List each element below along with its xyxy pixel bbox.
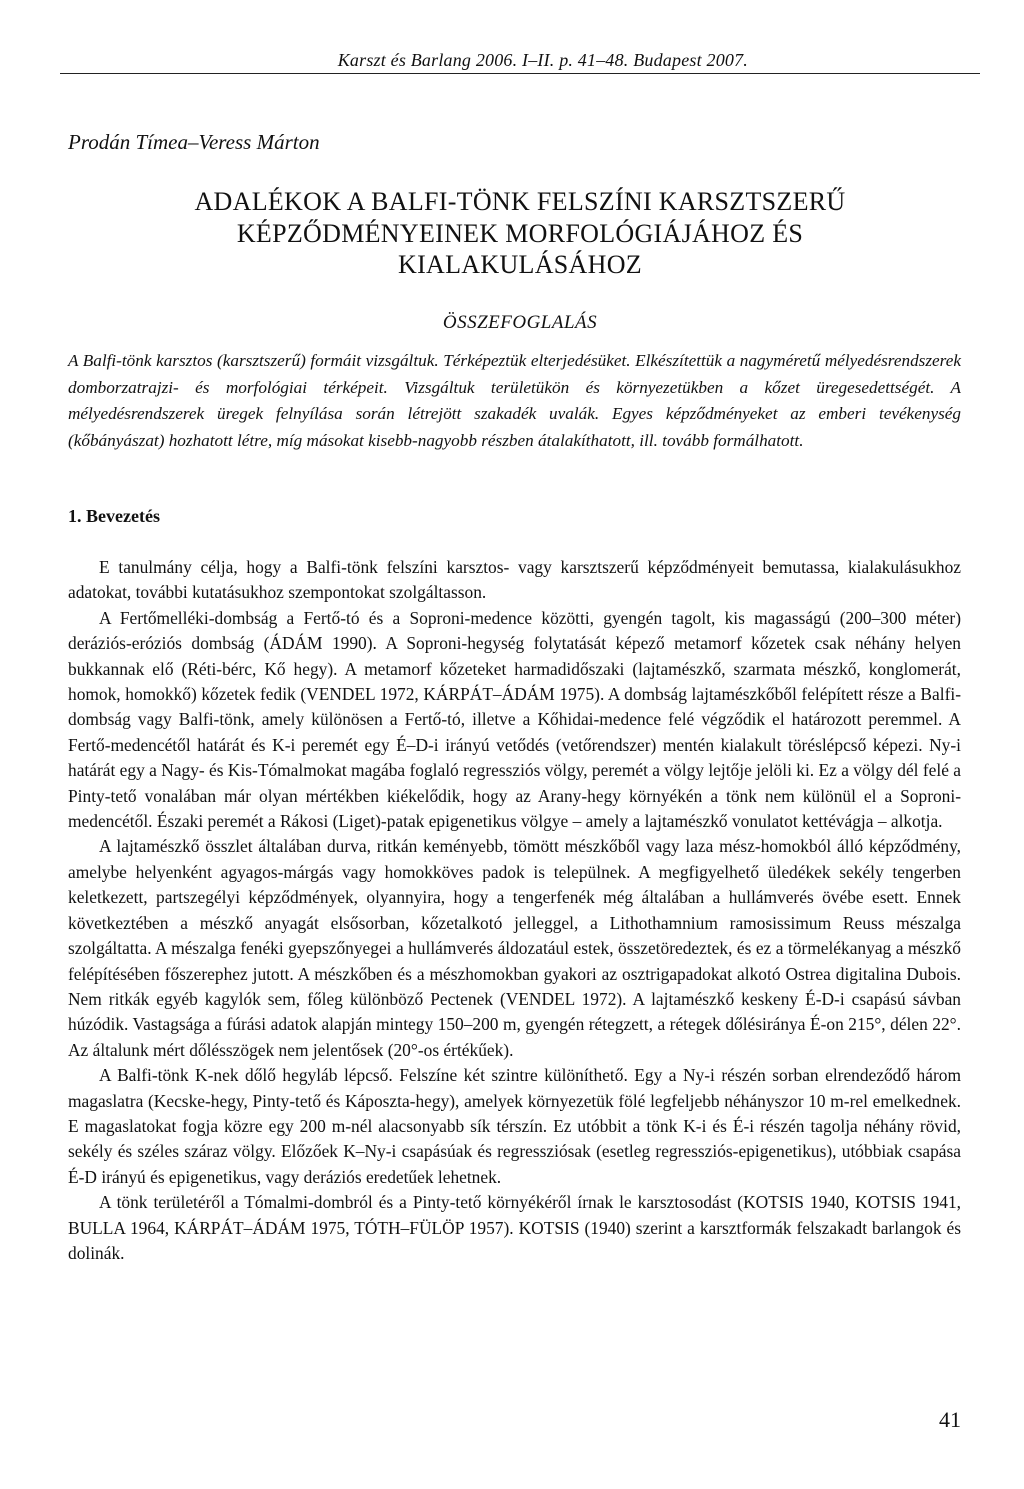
title-line-1: ADALÉKOK A BALFI-TÖNK FELSZÍNI KARSZTSZERŰ	[194, 187, 846, 216]
abstract-heading: ÖSSZEFOGLALÁS	[442, 312, 598, 333]
paragraph-1: E tanulmány célja, hogy a Balfi-tönk felszíni karsztos- vagy karsztszerű képződményeit bemutassa, kialakulásukhoz adatokat, további kutatásukhoz szempontokat szolgáltasson.	[68, 557, 961, 603]
abstract-text: A Balfi-tönk karsztos (karsztszerű) formáit vizsgáltuk. Térképeztük elterjedésüket. Elkészítettük a nagyméretű mélyedésrendszerek domborzatrajzi- és morfológiai térképeit. Vizsgáltuk területükön és környezetükben a kőzet üregesedettségét. A mélyedésrendszerek üregek felnyílása során létrejött szakadék uvalák. Egyes képződményeket az emberi tevékenység (kőbányászat) hozhatott létre, míg másokat kisebb-nagyobb részben átalakíthatott, ill. tovább formálhatott.	[68, 351, 961, 450]
title-line-3: KIALAKULÁSÁHOZ	[398, 250, 642, 279]
paragraph-2: A Fertőmelléki-dombság a Fertő-tó és a Soproni-medence közötti, gyengén tagolt, kis magasságú (200–300 méter) deráziós-eróziós dombság (ÁDÁM 1990). A Soproni-hegység folytatását képező metamorf kőzetek csak néhány helyen bukkannak elő (Réti-bérc, Kő hegy). A metamorf kőzeteket harmadidőszaki (lajtamészkő, szarmata mészkő, konglomerát, homok, homokkő) kőzetek fedik (VENDEL 1972, KÁRPÁT–ÁDÁM 1975). A dombság lajtamészkőből felépített része a Balfi-dombság vagy Balfi-tönk, amely különösen a Fertő-tó, illetve a Kőhidai-medence felé végződik el határozott peremmel. A Fertő-medencétől határát és K-i peremét egy É–D-i irányú vetődés (vetőrendszer) mentén kialakult töréslépcső képezi. Ny-i határát egy a Nagy- és Kis-Tómalmokat magába foglaló regressziós völgy, peremét a völgy lejtője jelöli ki. Ez a völgy dél felé a Pinty-tető vonalában már olyan mértékben kiékelődik, hogy az Arany-hegy környékén a tönk nem különül el a Soproni-medencétől. Északi peremét a Rákosi (Liget)-patak epigenetikus völgye – amely a lajtamészkő vonulatot kettévágja – alkotja.	[68, 607, 961, 832]
title-line-2: KÉPZŐDMÉNYEINEK MORFOLÓGIÁJÁHOZ ÉS	[236, 218, 804, 248]
paragraph-3: A lajtamészkő összlet általában durva, ritkán keményebb, tömött mészkőből vagy laza mész-homokból álló képződmény, amelybe helyenként agyagos-márgás vagy homokköves padok is települnek. A megfigyelhető üledékek sekély tengerben keletkezett, partszegélyi képződmények, olyannyira, hogy a tengerfenék még általában a hullámverés övébe esett. Ennek következtében a mészkő anyagát elsősorban, kőzetalkotó jelleggel, a Lithothamnium ramosissimum Reuss mészalga szolgáltatta. A mészalga fenéki gyepszőnyegei a hullámverés áldozatául estek, összetöredeztek, és ez a törmelékanyag a mészkő felépítésében főszerephez jutott. A mészkőben és a mészhomokban gyakori az osztrigapadokat alkotó Ostrea digitalina Dubois. Nem ritkák egyéb kagylók sem, főleg különböző Pectenek (VENDEL 1972). A lajtamészkő keskeny É-D-i csapású sávban húzódik. Vastagsága a fúrási adatok alapján mintegy 150–200 m, gyengén rétegzett, a rétegek dőlésiránya É-on 215°, délen 22°. Az általunk mért dőlésszögek nem jelentősek (20°-os értékűek).	[68, 836, 961, 1060]
body-text	[68, 555, 961, 1266]
article-title	[60, 186, 980, 281]
section-heading: 1. Bevezetés	[68, 506, 160, 526]
page-number: 41	[939, 1407, 961, 1432]
running-header	[60, 50, 980, 74]
paragraph-5: A tönk területéről a Tómalmi-dombról és a Pinty-tető környékéről írnak le karsztosodást (KOTSIS 1940, KOTSIS 1941, BULLA 1964, KÁRPÁT–ÁDÁM 1975, TÓTH–FÜLÖP 1957). KOTSIS (1940) szerint a karsztformák felszakadt barlangok és dolinák.	[68, 1192, 961, 1263]
journal-citation: Karszt és Barlang 2006. I–II. p. 41–48. Budapest 2007.	[337, 50, 748, 70]
paragraph-4: A Balfi-tönk K-nek dőlő hegyláb lépcső. Felszíne két szintre különíthető. Egy a Ny-i részén sorban elrendeződő három magaslatra (Kecske-hegy, Pinty-tető és Káposzta-hegy), amelyek környezetük fölé legfeljebb néhányszor 10 m-rel emelkednek. E magaslatokat fogja közre egy 200 m-nél alacsonyabb sík térszín. Ez utóbbit a tönk K-i és É-i részén tagolja néhány rövid, sekély és széles száraz völgy. Előzőek K–Ny-i csapásúak és regressziósak (esetleg regressziós-epigenetikus), utóbbiak csapása É-D irányú és epigenetikus, vagy deráziós eredetűek lehetnek.	[68, 1065, 961, 1187]
authors: Prodán Tímea–Veress Márton	[68, 130, 320, 154]
